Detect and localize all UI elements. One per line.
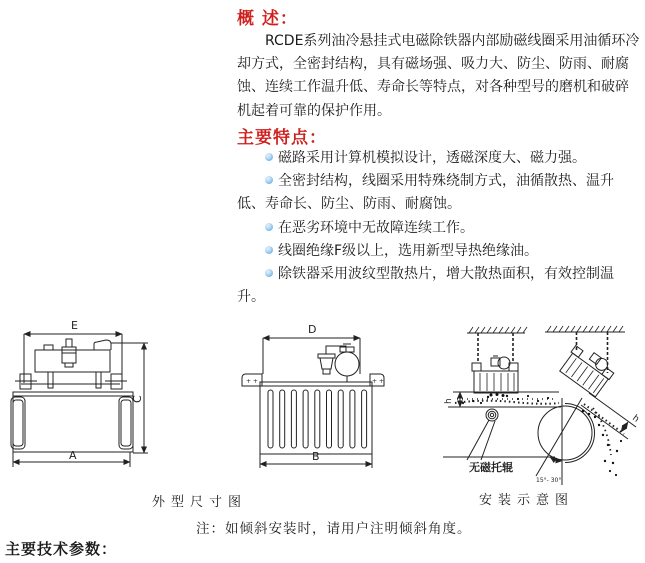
roller-label: 无磁托辊	[469, 461, 513, 474]
install-note: 注：如倾斜安装时，请用户注明倾斜角度。	[196, 521, 472, 537]
dim-label-B: B	[312, 450, 320, 463]
front-view-figure	[8, 313, 154, 483]
feature-text: 除铁器采用波纹型散热片，增大散热面积，有效控制温升。	[237, 266, 614, 306]
dim-label-E: E	[71, 319, 78, 332]
feature-text: 在恶劣环境中无故障连续工作。	[278, 219, 474, 236]
install-drawing	[443, 313, 643, 490]
dim-label-A: A	[69, 449, 77, 462]
overview-heading: 概 述：	[237, 9, 298, 29]
feature-text: 全密封结构，线圈采用特殊绕制方式，油循散热、温升低、寿命长、防尘、防雨、耐腐蚀。	[237, 173, 614, 213]
bullet-icon	[265, 223, 273, 231]
lug-bolt-marks: + +	[372, 378, 384, 385]
side-view-figure	[234, 312, 386, 470]
dim-label-C: C	[131, 395, 144, 403]
feature-item	[237, 170, 641, 216]
dim-label-h-left: h	[444, 398, 454, 404]
install-caption: 安装示意图	[479, 493, 575, 508]
features-list	[237, 147, 641, 309]
feature-text: 线圈绝缘F级以上，选用新型导热绝缘油。	[278, 242, 539, 259]
features-heading: 主要特点：	[237, 128, 327, 148]
feature-text: 磁路采用计算机模拟设计，透磁深度大、磁力强。	[278, 150, 586, 166]
feature-item	[237, 263, 641, 309]
bullet-icon	[265, 176, 273, 184]
feature-item	[237, 240, 641, 263]
bullet-icon	[265, 269, 273, 277]
material-dots	[462, 393, 549, 404]
bullet-icon	[265, 246, 273, 254]
bullet-icon	[265, 153, 273, 161]
tilted-separator	[558, 341, 617, 398]
front-view-drawing	[8, 313, 154, 483]
side-view-drawing	[234, 312, 386, 470]
install-figure	[443, 313, 643, 490]
lug-bolt-marks: + +	[246, 378, 258, 385]
dim-label-h-right: h	[630, 413, 641, 425]
tech-params-heading: 主要技术参数：	[5, 540, 118, 558]
front-view-caption: 外型尺寸图	[152, 495, 248, 510]
feature-item	[237, 217, 641, 240]
feature-item	[237, 147, 641, 170]
dim-label-D: D	[308, 323, 317, 336]
angle-label: 15°- 30°	[536, 477, 562, 484]
overview-paragraph: RCDE系列油冷悬挂式电磁除铁器内部励磁线圈采用油循环冷却方式，全密封结构，具有磁场强、吸力大、防尘、防雨、耐腐蚀、连续工作温升低、寿命长等特点，对各种型号的磨机和破碎机起着可靠的保护作用。	[237, 33, 640, 119]
